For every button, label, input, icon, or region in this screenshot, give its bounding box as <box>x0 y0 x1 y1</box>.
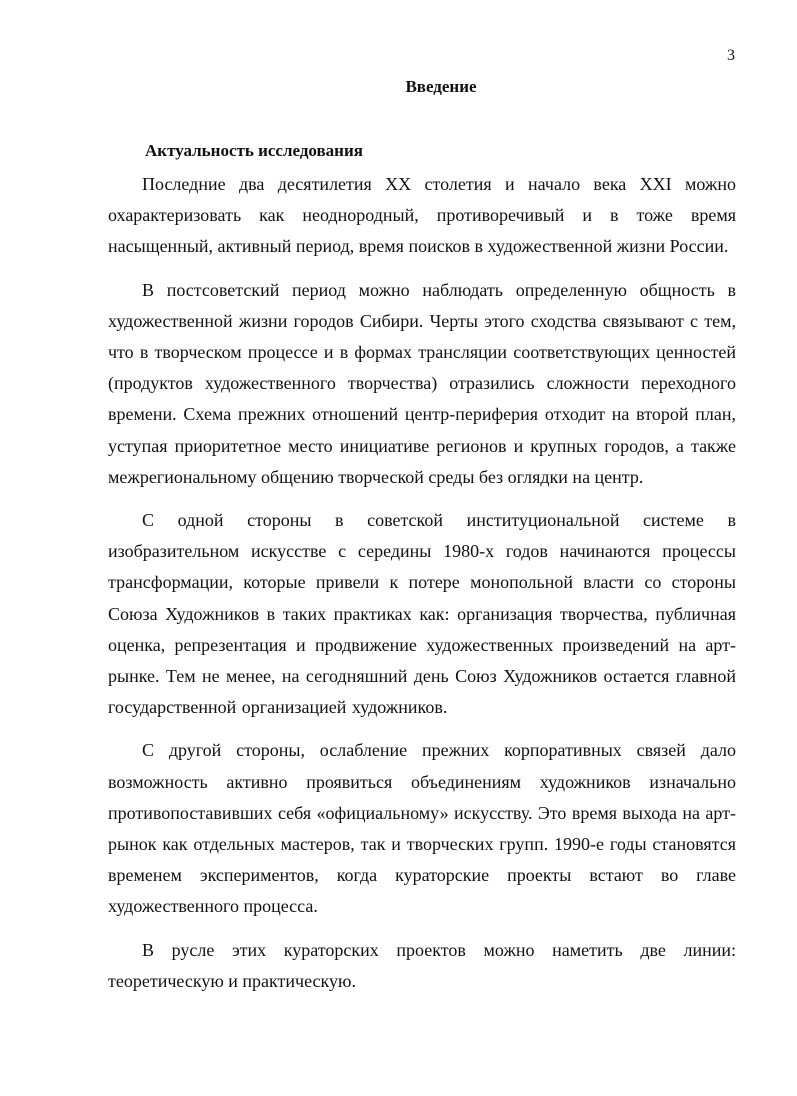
paragraph-4: С другой стороны, ослабление прежних корпоративных связей дало возможность активно проявиться объединениям художников изначально противопоставивших себя «официальному» искусству. Это время выхода на арт-рынок как отдельных мастеров, так и творческих групп. 1990-е годы становятся временем экспериментов, когда кураторские проекты встают во главе художественного процесса. <box>108 740 736 917</box>
paragraph-3: С одной стороны в советской институциональной системе в изобразительном искусстве с середины 1980-х годов начинаются процессы трансформации, которые привели к потере монопольной власти со стороны Союза Художников в таких практиках как: организация творчества, публичная оценка, репрезентация и продвижение художественных произведений на арт-рынке. Тем не менее, на сегодняшний день Союз Художников остается главной государственной организацией художников. <box>108 510 736 718</box>
section-title: Актуальность исследования <box>145 141 363 160</box>
paragraph-1: Последние два десятилетия XX столетия и начало века XXI можно охарактеризовать как неоднородный, противоречивый и в тоже время насыщенный, активный период, время поисков в художественной жизни России. <box>108 174 736 257</box>
paragraph-2: В постсоветский период можно наблюдать определенную общность в художественной жизни городов Сибири. Черты этого сходства связывают с тем, что в творческом процессе и в формах трансляции соответствующих ценностей (продуктов художественного творчества) отразились сложности переходного времени. Схема прежних отношений центр-периферия отходит на второй план, уступая приоритетное место инициативе регионов и крупных городов, а также межрегиональному общению творческой среды без оглядки на центр. <box>108 279 736 487</box>
page-heading: Введение <box>405 77 477 96</box>
document-body <box>108 169 736 1009</box>
page-number: 3 <box>727 47 735 64</box>
paragraph-5: В русле этих кураторских проектов можно наметить две линии: теоретическую и практическую. <box>108 939 736 991</box>
